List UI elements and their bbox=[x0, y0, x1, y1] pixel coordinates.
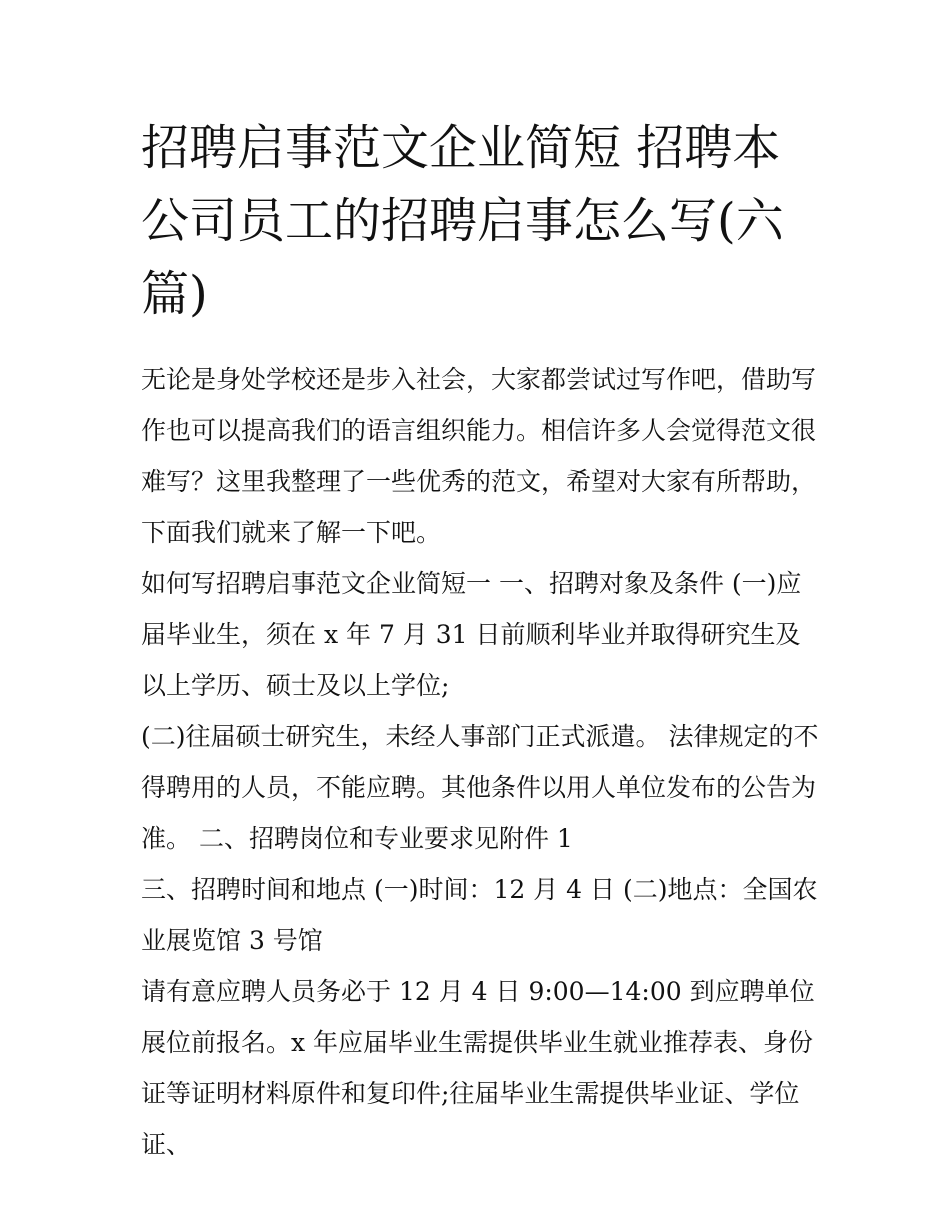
paragraph-recruitment-conditions: 如何写招聘启事范文企业简短一 一、招聘对象及条件 (一)应届毕业生，须在 x 年 7 月 31 日前顺利毕业并取得研究生及以上学历、硕士及以上学位; bbox=[141, 569, 802, 700]
paragraph-previous-graduates: (二)往届硕士研究生，未经人事部门正式派遣。 法律规定的不得聘用的人员，不能应聘。其他条件以用人单位发布的公告为准。 二、招聘岗位和专业要求见附件 1 bbox=[141, 722, 819, 853]
paragraph-intro: 无论是身处学校还是步入社会，大家都尝试过写作吧，借助写作也可以提高我们的语言组织能力。相信许多人会觉得范文很难写？这里我整理了一些优秀的范文，希望对大家有所帮助，下面我们就来了解一下吧。 bbox=[141, 365, 817, 547]
paragraph-registration: 请有意应聘人员务必于 12 月 4 日 9:00—14:00 到应聘单位展位前报名。x 年应届毕业生需提供毕业生就业推荐表、身份证等证明材料原件和复印件;往届毕业生需提供毕业证、学位证、 bbox=[141, 977, 815, 1159]
document-title: 招聘启事范文企业简短 招聘本公司员工的招聘启事怎么写(六篇) bbox=[141, 120, 784, 322]
document-body bbox=[141, 354, 821, 1170]
paragraph-time-location: 三、招聘时间和地点 (一)时间：12 月 4 日 (二)地点：全国农业展览馆 3 号馆 bbox=[141, 875, 818, 955]
